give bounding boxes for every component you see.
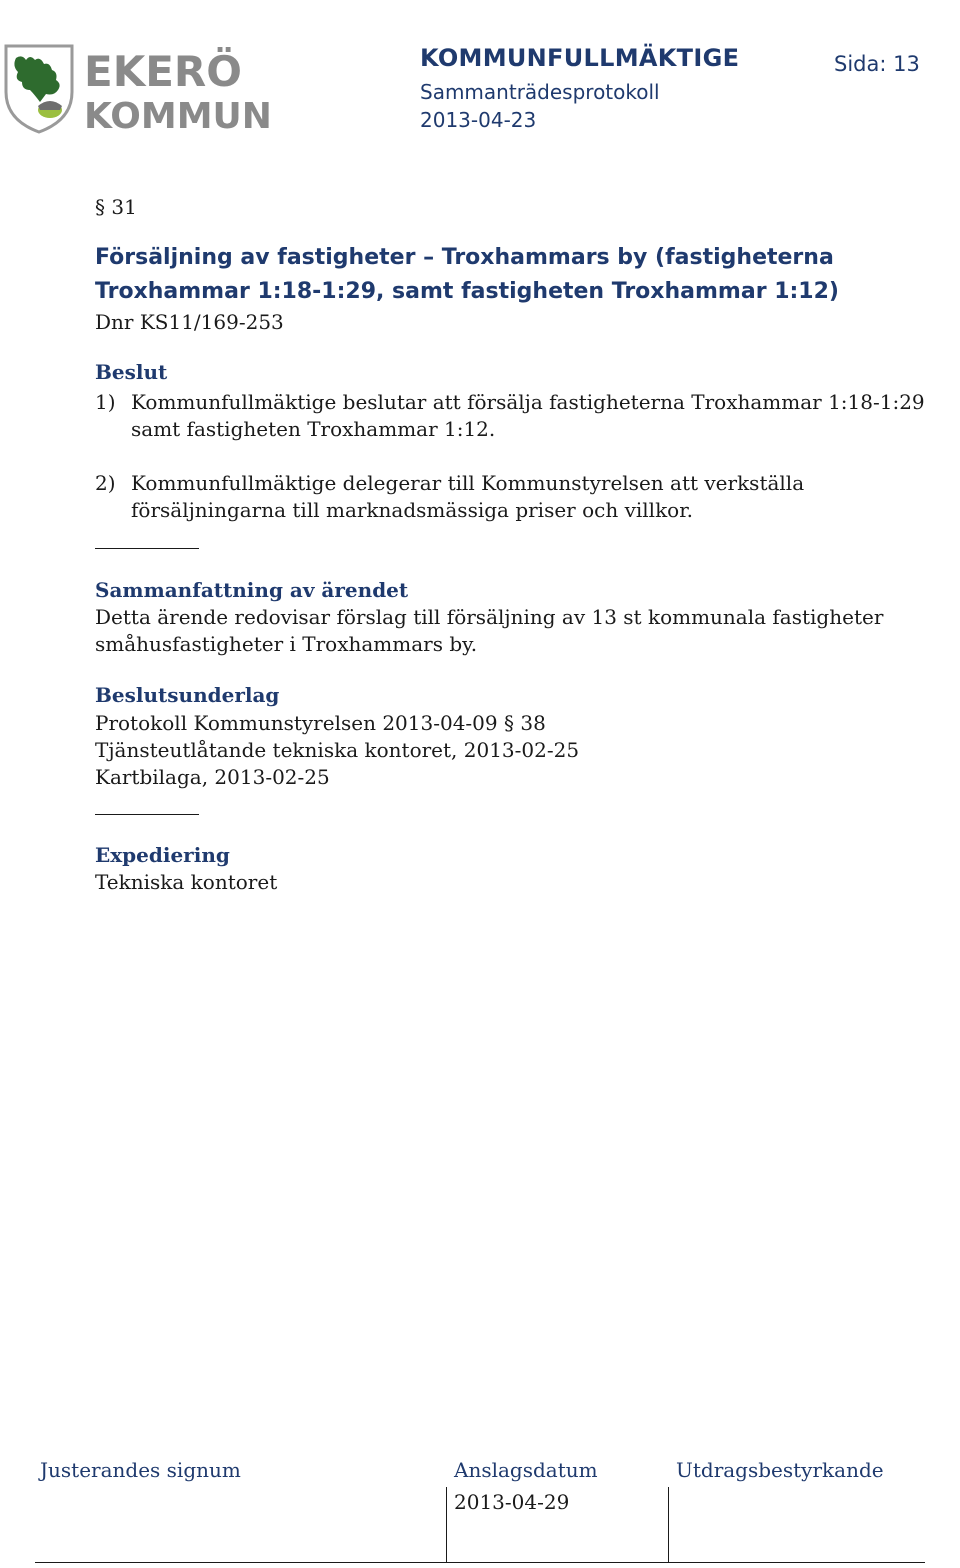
sammanfattning-heading: Sammanfattning av ärendet	[95, 578, 409, 602]
sammanfattning-line1: Detta ärende redovisar förslag till försäljning av 13 st kommunala fastigheter	[95, 605, 884, 629]
beslutsunderlag-item: Kartbilaga, 2013-02-25	[95, 765, 330, 789]
footer-anslagsdatum: Anslagsdatum	[454, 1458, 598, 1482]
beslut-item2-number: 2)	[95, 471, 116, 495]
ekero-kommun-logo	[0, 40, 272, 136]
footer-utdragsbestyrkande: Utdragsbestyrkande	[676, 1458, 884, 1482]
page-number: Sida: 13	[834, 52, 920, 76]
expediering-heading: Expediering	[95, 843, 230, 867]
beslut-item1-line1: Kommunfullmäktige beslutar att försälja fastigheterna Troxhammar 1:18-1:29	[131, 390, 925, 414]
dnr-reference: Dnr KS11/169-253	[95, 310, 284, 334]
paragraph-number: § 31	[95, 195, 137, 219]
document-subtitle: Sammanträdesprotokoll	[420, 80, 660, 104]
separator-rule	[95, 548, 199, 549]
logo-text-top: EKERÖ	[84, 47, 242, 96]
footer-divider	[446, 1487, 447, 1562]
beslut-item2-line1: Kommunfullmäktige delegerar till Kommunstyrelsen att verkställa	[131, 471, 805, 495]
footer-divider	[668, 1487, 669, 1562]
section-title-line2: Troxhammar 1:18-1:29, samt fastigheten Troxhammar 1:12)	[95, 279, 839, 304]
expediering-recipient: Tekniska kontoret	[95, 870, 278, 894]
separator-rule	[95, 814, 199, 815]
beslutsunderlag-heading: Beslutsunderlag	[95, 683, 280, 707]
logo-text-bottom: KOMMUN	[84, 96, 272, 136]
beslut-item1-line2: samt fastigheten Troxhammar 1:12.	[131, 417, 496, 441]
beslutsunderlag-item: Tjänsteutlåtande tekniska kontoret, 2013-02-25	[95, 738, 580, 762]
document-date: 2013-04-23	[420, 108, 537, 132]
footer-baseline	[35, 1562, 925, 1563]
footer-anslagsdatum-value: 2013-04-29	[454, 1490, 570, 1514]
beslutsunderlag-item: Protokoll Kommunstyrelsen 2013-04-09 § 38	[95, 711, 546, 735]
footer-justerandes-signum: Justerandes signum	[40, 1458, 241, 1482]
sammanfattning-line2: småhusfastigheter i Troxhammars by.	[95, 632, 478, 656]
beslut-item1-number: 1)	[95, 390, 116, 414]
beslut-item2-line2: försäljningarna till marknadsmässiga priser och villkor.	[131, 498, 693, 522]
beslut-heading: Beslut	[95, 360, 168, 384]
document-title: KOMMUNFULLMÄKTIGE	[420, 44, 740, 72]
section-title-line1: Försäljning av fastigheter – Troxhammars by (fastigheterna	[95, 245, 834, 270]
